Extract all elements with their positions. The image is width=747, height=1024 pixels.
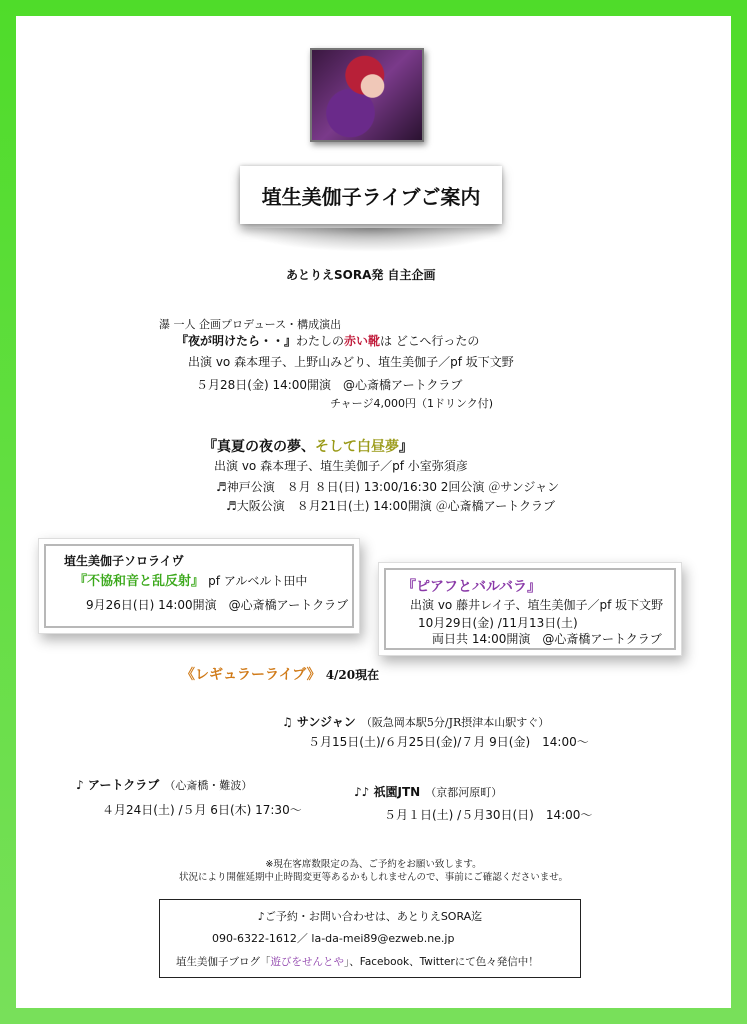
contact-phone-email: 090-6322-1612／ la-da-mei89@ezweb.ne.jp <box>212 932 455 945</box>
contact-heading: ♪ご予約・お問い合わせは、あとりえSORA迄 <box>257 910 483 923</box>
sanjan-dates: ５月15日(土)/６月25日(金)/７月 9日(金) 14:00～ <box>308 735 589 749</box>
venue-sanjan: ♫ サンジャン （阪急岡本駅5分/JR摂津本山駅すぐ） <box>282 715 550 729</box>
artclub-dates: ４月24日(土) /５月 6日(木) 17:30～ <box>102 803 302 817</box>
singer-photo <box>310 48 424 142</box>
venue-artclub: ♪ アートクラブ （心斎橋・難波） <box>76 778 253 792</box>
page-title: 埴生美伽子ライブご案内 <box>240 166 502 224</box>
event2-osaka: ♬大阪公演 ８月21日(土) 14:00開演 ＠心斎橋アートクラブ <box>226 499 556 513</box>
event2-kobe: ♬神戸公演 ８月 ８日(日) 13:00/16:30 2回公演 ＠サンジャン <box>216 480 560 494</box>
event3-heading: 埴生美伽子ソロライヴ <box>64 554 184 568</box>
event2-title: 『真夏の夜の夢、そして白昼夢』 <box>203 439 413 455</box>
subtitle: あとりえSORA発 自主企画 <box>286 268 436 282</box>
event4-cast: 出演 vo 藤井レイ子、埴生美伽子／pf 坂下文野 <box>410 598 664 612</box>
event3-box <box>44 544 354 628</box>
event2-cast: 出演 vo 森本理子、埴生美伽子／pf 小室弥須彦 <box>214 459 468 473</box>
gion-dates: ５月１日(土) /５月30日(日) 14:00～ <box>384 808 593 822</box>
flyer-page <box>16 16 731 1008</box>
contact-box <box>159 899 581 978</box>
event4-box <box>384 568 676 650</box>
regular-heading: 《レギュラーライブ》 4/20現在 <box>181 667 380 683</box>
event3-title: 『不協和音と乱反射』 pf アルベルト田中 <box>74 574 308 589</box>
venue-gion: ♪♪ 祇園JTN （京都河原町） <box>354 785 503 799</box>
event1-charge: チャージ4,000円（1ドリンク付) <box>330 397 494 410</box>
event1-cast: 出演 vo 森本理子、上野山みどり、埴生美伽子／pf 坂下文野 <box>188 355 514 369</box>
event4-time: 両日共 14:00開演 @心斎橋アートクラブ <box>432 632 662 646</box>
event1-date: ５月28日(金) 14:00開演 @心斎橋アートクラブ <box>196 378 463 392</box>
event4-title: 『ピアフとバルバラ』 <box>402 579 542 595</box>
title-shadow <box>236 228 506 252</box>
event1-producer: 瀑 一人 企画プロデュース・構成演出 <box>159 318 342 331</box>
event4-dates: 10月29日(金) /11月13日(土) <box>418 616 578 630</box>
event3-date: 9月26日(日) 14:00開演 @心斎橋アートクラブ <box>86 598 349 612</box>
contact-blog: 埴生美伽子ブログ「遊びをせんとや」、Facebook、Twitterにて色々発信中！ <box>176 956 539 968</box>
blog-link[interactable]: 遊びをせんとや <box>270 956 344 968</box>
event1-title: 『夜が明けたら・・』わたしの赤い靴は どこへ行ったの <box>176 334 480 348</box>
notice-line1: ※現在客席数限定の為、ご予約をお願い致します。 <box>265 859 482 870</box>
notice-line2: 状況により開催延期中止時間変更等あるかもしれませんので、事前にご確認くださいませ。 <box>178 872 569 883</box>
